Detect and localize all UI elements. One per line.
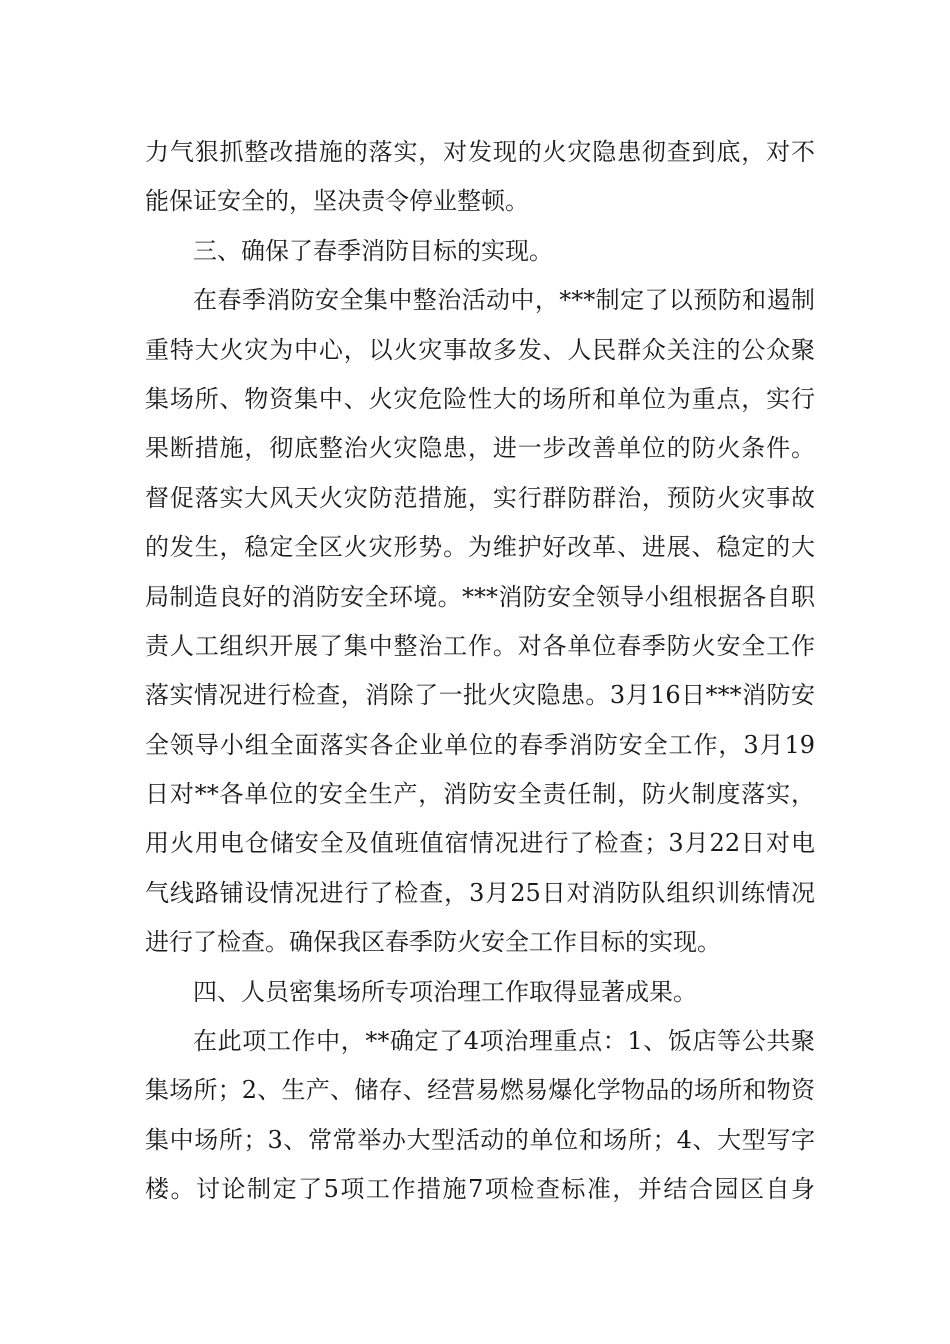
text-line: 重特大火灾为中心，以火灾事故多发、人民群众关注的公众聚 — [145, 335, 815, 364]
text-line: 能保证安全的，坚决责令停业整顿。 — [145, 187, 529, 216]
text-line: 督促落实大风天火灾防范措施，实行群防群治，预防火灾事故 — [145, 483, 815, 512]
text-line: 的发生，稳定全区火灾形势。为维护好改革、进展、稳定的大 — [145, 533, 815, 562]
text-line: 责人工组织开展了集中整治工作。对各单位春季防火安全工作 — [145, 631, 815, 660]
text-line: 全领导小组全面落实各企业单位的春季消防安全工作，3月19 — [145, 730, 815, 759]
text-line: 力气狠抓整改措施的落实，对发现的火灾隐患彻查到底，对不 — [145, 138, 815, 166]
section-heading: 三、确保了春季消防目标的实现。 — [193, 236, 553, 265]
text-line: 楼。讨论制定了5项工作措施7项检查标准，并结合园区自身 — [145, 1175, 815, 1204]
text-line: 在春季消防安全集中整治活动中，***制定了以预防和遏制 — [193, 286, 815, 315]
text-line: 用火用电仓储安全及值班值宿情况进行了检查；3月22日对电 — [145, 829, 815, 858]
text-line: 果断措施，彻底整治火灾隐患，进一步改善单位的防火条件。 — [145, 434, 815, 463]
text-line: 进行了检查。确保我区春季防火安全工作目标的实现。 — [145, 928, 721, 957]
text-line: 集场所、物资集中、火灾危险性大的场所和单位为重点，实行 — [145, 384, 815, 413]
text-line: 气线路铺设情况进行了检查，3月25日对消防队组织训练情况 — [145, 878, 815, 907]
text-line: 日对**各单位的安全生产，消防安全责任制，防火制度落实， — [145, 780, 815, 809]
text-line: 落实情况进行检查，消除了一批火灾隐患。3月16日***消防安 — [145, 681, 815, 710]
section-heading: 四、人员密集场所专项治理工作取得显著成果。 — [193, 977, 697, 1006]
text-line: 集场所；2、生产、储存、经营易燃易爆化学物品的场所和物资 — [145, 1076, 815, 1105]
text-line: 集中场所；3、常常举办大型活动的单位和场所；4、大型写字 — [145, 1125, 815, 1154]
text-line: 在此项工作中，**确定了4项治理重点：1、饭店等公共聚 — [193, 1027, 815, 1056]
document-body — [145, 128, 815, 1215]
text-line: 局制造良好的消防安全环境。***消防安全领导小组根据各自职 — [145, 582, 815, 611]
